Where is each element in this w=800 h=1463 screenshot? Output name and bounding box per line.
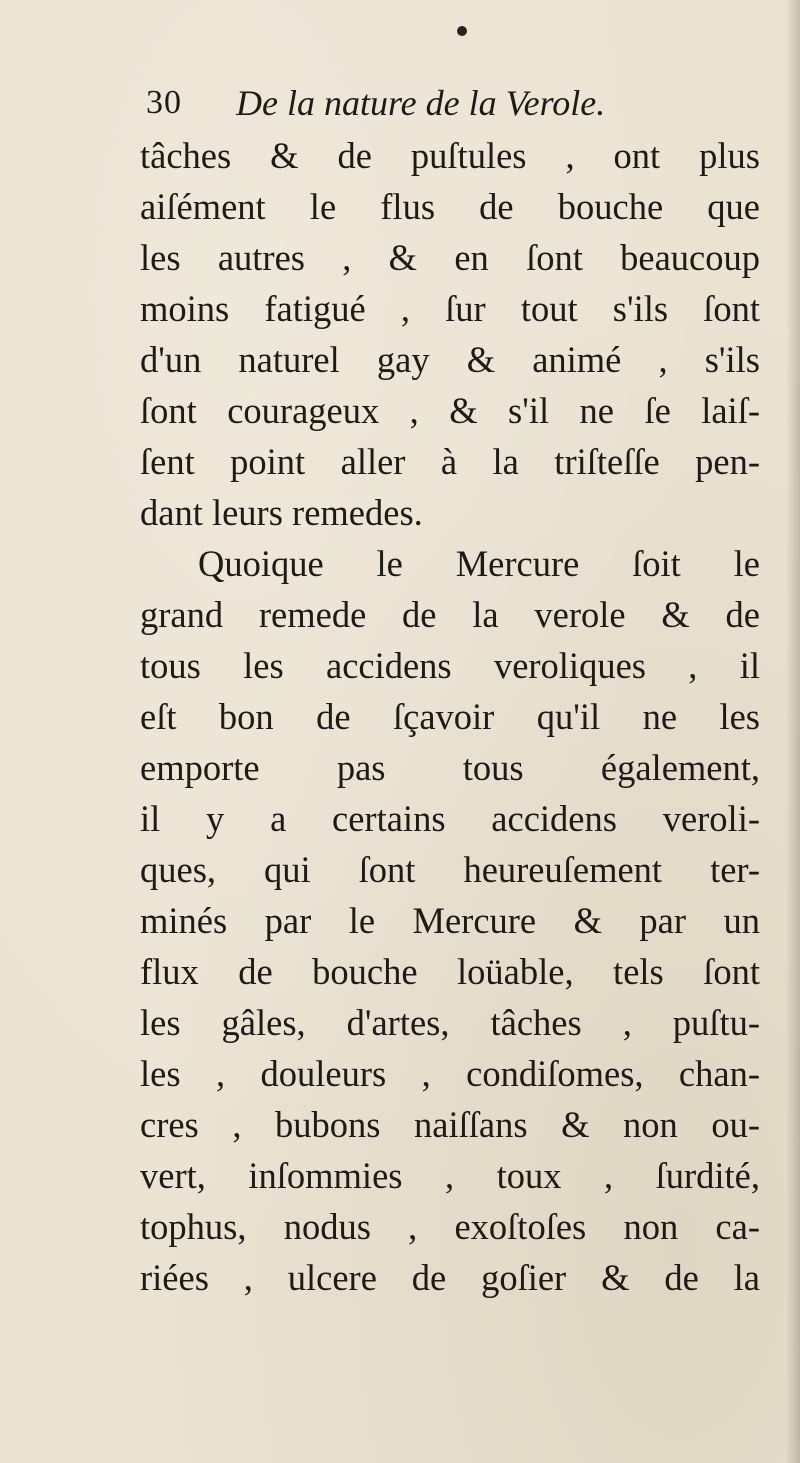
text-line: vert, inſommies , toux , ſurdité,: [140, 1155, 760, 1196]
text-line: ſont courageux , & s'il ne ſe laiſ-: [140, 390, 760, 431]
ink-dot: [457, 26, 467, 36]
page-number: 30: [146, 84, 182, 121]
text-line: tâches & de puſtules , ont plus: [140, 135, 760, 176]
text-line: tous les accidens veroliques , il: [140, 645, 760, 686]
text-line: il y a certains accidens veroli-: [140, 798, 760, 839]
text-line: eſt bon de ſçavoir qu'il ne les: [140, 696, 760, 737]
page-header: [146, 82, 766, 132]
text-line: Quoique le Mercure ſoit le: [198, 543, 760, 584]
text-line: aiſément le flus de bouche que: [140, 186, 760, 227]
text-line: d'un naturel gay & animé , s'ils: [140, 339, 760, 380]
running-head: De la nature de la Verole.: [236, 83, 606, 123]
text-line: riées , ulcere de goſier & de la: [140, 1257, 760, 1298]
text-line: les , douleurs , condiſomes, chan-: [140, 1053, 760, 1094]
text-line: ques, qui ſont heureuſement ter-: [140, 849, 760, 890]
paragraph-1: [140, 130, 760, 538]
text-line: les gâles, d'artes, tâches , puſtu-: [140, 1002, 760, 1043]
text-line: flux de bouche loüable, tels ſont: [140, 951, 760, 992]
text-line: ſent point aller à la triſteſſe pen-: [140, 441, 760, 482]
text-line: moins fatigué , ſur tout s'ils ſont: [140, 288, 760, 329]
paragraph-2: [140, 538, 760, 1303]
page-edge-shadow: [786, 0, 800, 1463]
text-line: tophus, nodus , exoſtoſes non ca-: [140, 1206, 760, 1247]
text-line: grand remede de la verole & de: [140, 594, 760, 635]
text-line: cres , bubons naiſſans & non ou-: [140, 1104, 760, 1145]
text-line: les autres , & en ſont beaucoup: [140, 237, 760, 278]
text-line: minés par le Mercure & par un: [140, 900, 760, 941]
text-line: emporte pas tous également,: [140, 747, 760, 788]
text-line: dant leurs remedes.: [140, 492, 423, 533]
body-text: [140, 130, 760, 1303]
